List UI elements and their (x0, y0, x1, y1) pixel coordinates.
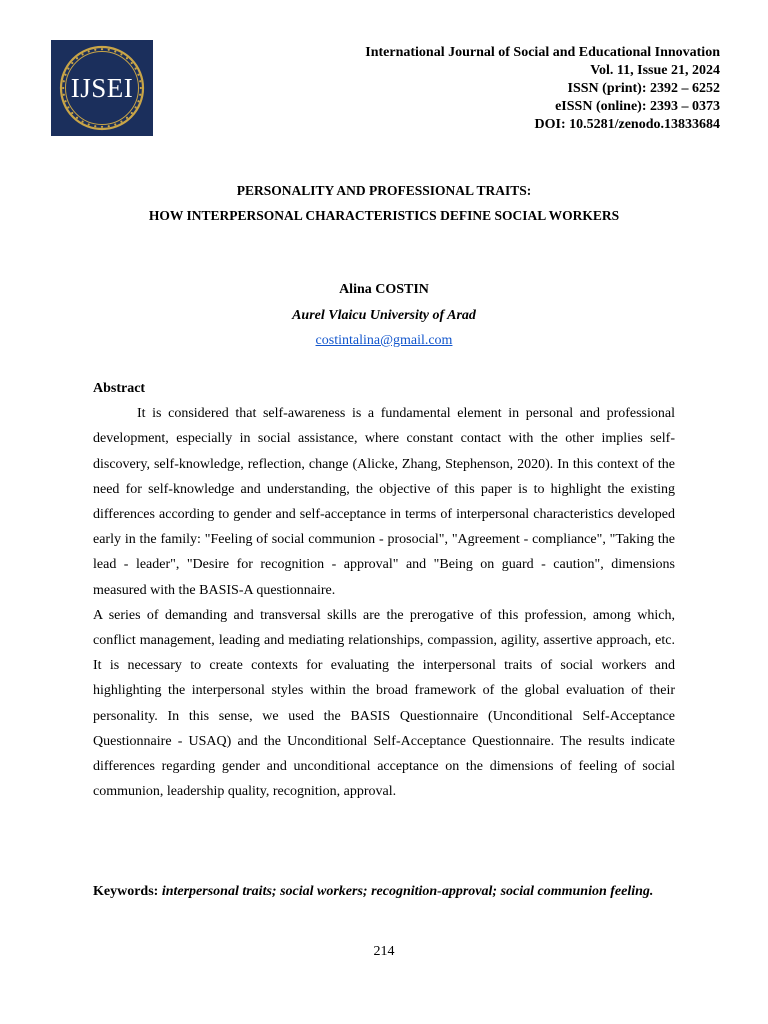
author-name: Alina COSTIN (339, 282, 429, 297)
keywords-section (93, 879, 675, 904)
issn-print: ISSN (print): 2392 – 6252 (567, 81, 720, 96)
abstract-section (93, 376, 675, 804)
journal-name: International Journal of Social and Educational Innovation (365, 45, 720, 60)
logo-text: IJSEI (70, 72, 134, 103)
keywords-label: Keywords: (93, 884, 162, 899)
doi: DOI: 10.5281/zenodo.13833684 (534, 117, 720, 132)
author-block (0, 277, 768, 354)
issn-online: eISSN (online): 2393 – 0373 (555, 99, 720, 114)
abstract-paragraph-2: A series of demanding and transversal skills are the prerogative of this profession, among which, conflict management, leading and mediating relationships, compassion, agility, assertive approach, etc. It is necessary to create contexts for evaluating the interpersonal traits of social workers and highlighting the interpersonal styles within the broad framework of the global evaluation of their personality. In this sense, we used the BASIS Questionnaire (Unconditional Self-Acceptance Questionnaire - USAQ) and the Unconditional Self-Acceptance Questionnaire. The results indicate differences regarding gender and unconditional acceptance on the dimensions of feeling of social communion, leadership quality, recognition, approval. (93, 607, 675, 800)
paper-title (0, 178, 768, 228)
journal-volume: Vol. 11, Issue 21, 2024 (590, 63, 720, 78)
abstract-paragraph-1: It is considered that self-awareness is a fundamental element in personal and professional development, especially in social assistance, where constant contact with the other implies self-discovery, self-knowledge, reflection, change (Alicke, Zhang, Stephenson, 2020). In this context of the need for self-knowledge and understanding, the objective of this paper is to highlight the existing differences according to gender and self-acceptance in terms of interpersonal characteristics developed early in the family: "Feeling of social communion - prosocial", "Agreement - compliance", "Taking the lead - leader", "Desire for recognition - approval" and "Being on guard - caution", dimensions measured with the BASIS-A questionnaire. (93, 406, 675, 598)
keywords-text: interpersonal traits; social workers; recognition-approval; social communion feeling. (161, 884, 654, 899)
title-line-1: PERSONALITY AND PROFESSIONAL TRAITS: (236, 183, 532, 198)
author-email-link[interactable]: costintalina@gmail.com (315, 333, 453, 348)
journal-header (365, 44, 720, 134)
title-line-2: HOW INTERPERSONAL CHARACTERISTICS DEFINE SOCIAL WORKERS (148, 208, 620, 223)
abstract-heading: Abstract (93, 381, 146, 396)
page-number: 214 (373, 944, 395, 959)
journal-logo (51, 40, 153, 136)
author-affiliation: Aurel Vlaicu University of Arad (292, 307, 476, 323)
